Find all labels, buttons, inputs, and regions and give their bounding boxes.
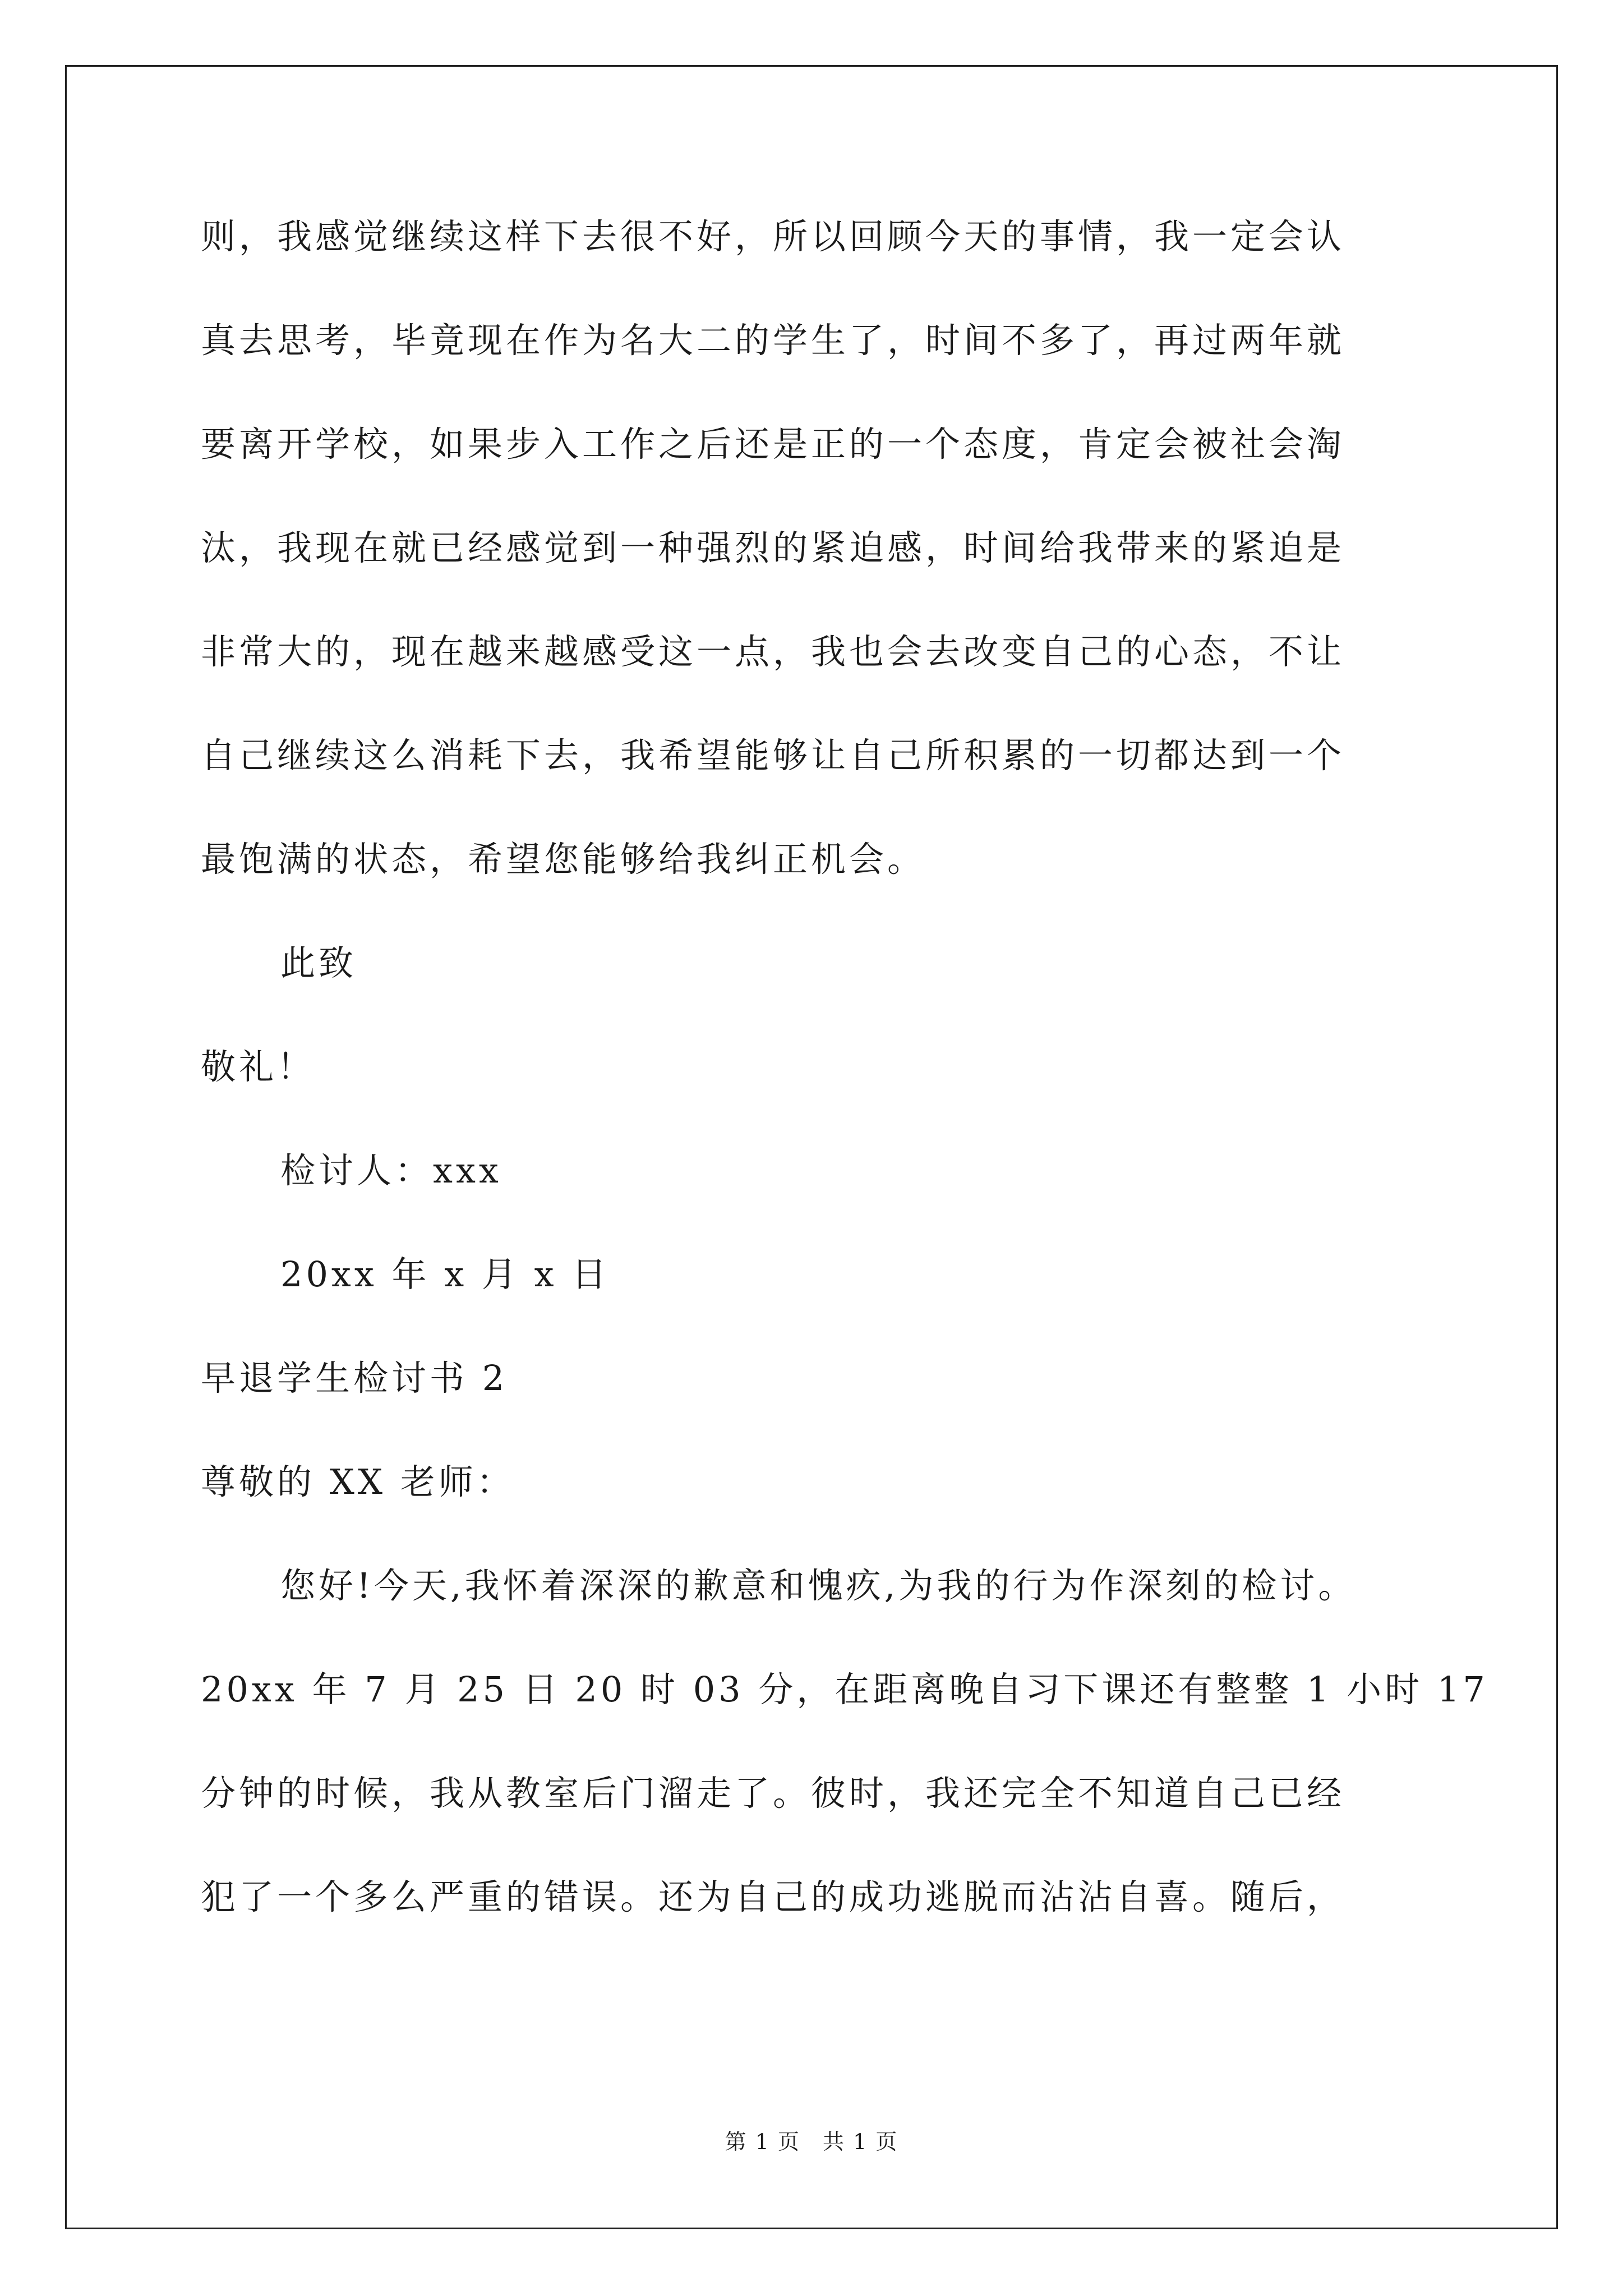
- signature-date: 20xx 年 x 月 x 日: [280, 1254, 610, 1295]
- paragraph-line: 犯了一个多么严重的错误。还为自己的成功逃脱而沾沾自喜。随后，: [201, 1876, 1345, 1917]
- signature-author: 检讨人：xxx: [280, 1150, 502, 1191]
- paragraph-line: 汰，我现在就已经感觉到一种强烈的紧迫感，时间给我带来的紧迫是: [201, 527, 1345, 568]
- salutation-regards: 敬礼！: [201, 1046, 316, 1087]
- paragraph-line: 最饱满的状态，希望您能够给我纠正机会。: [201, 839, 926, 880]
- page-number: 第 1 页 共 1 页: [725, 2129, 898, 2154]
- paragraph-line: 则，我感觉继续这样下去很不好，所以回顾今天的事情，我一定会认: [201, 216, 1345, 257]
- paragraph-line: 要离开学校，如果步入工作之后还是正的一个态度，肯定会被社会淘: [201, 424, 1345, 464]
- salutation-closing: 此致: [280, 942, 357, 983]
- greeting: 尊敬的 XX 老师：: [201, 1461, 515, 1502]
- paragraph-line: 非常大的，现在越来越感受这一点，我也会去改变自己的心态，不让: [201, 631, 1345, 672]
- paragraph-line: 您好!今天,我怀着深深的歉意和愧疚,为我的行为作深刻的检讨。: [280, 1565, 1357, 1606]
- section-title: 早退学生检讨书 2: [201, 1358, 508, 1398]
- paragraph-line: 真去思考，毕竟现在作为名大二的学生了，时间不多了，再过两年就: [201, 320, 1345, 361]
- paragraph-line: 分钟的时候，我从教室后门溜走了。彼时，我还完全不知道自己已经: [201, 1773, 1345, 1814]
- paragraph-line: 20xx 年 7 月 25 日 20 时 03 分，在距离晚自习下课还有整整 1 小时 17: [201, 1669, 1488, 1710]
- paragraph-line: 自己继续这么消耗下去，我希望能够让自己所积累的一切都达到一个: [201, 735, 1345, 776]
